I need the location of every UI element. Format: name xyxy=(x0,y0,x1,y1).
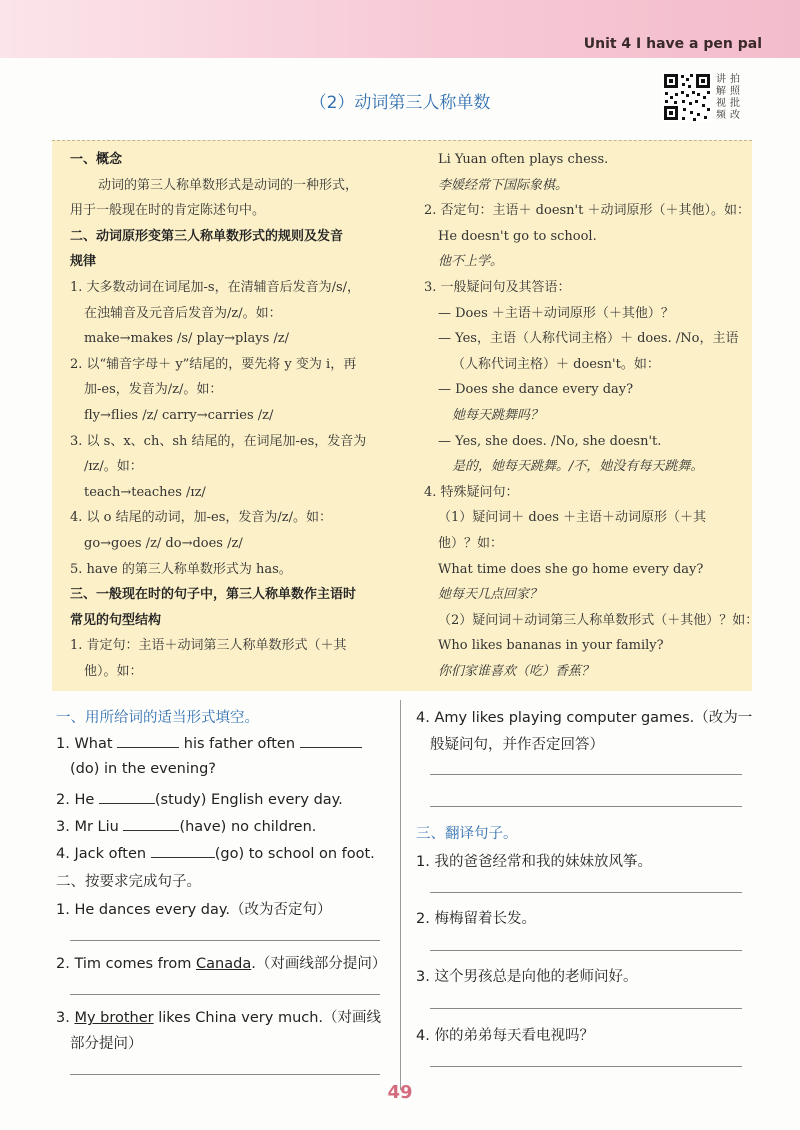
translate-3: 3. 这个男孩总是向他的老师问好。 xyxy=(416,969,638,985)
grammar-line: He doesn't go to school. xyxy=(438,228,597,244)
grammar-line: 4. 以 o 结尾的动词，加-es，发音为/z/。如： xyxy=(70,510,332,526)
question-1: 1. What his father often xyxy=(56,733,362,752)
translate-1: 1. 我的爸爸经常和我的妹妹放风筝。 xyxy=(416,854,652,870)
grammar-line: 加-es，发音为/z/。如： xyxy=(84,382,223,398)
grammar-line: go→goes /z/ do→does /z/ xyxy=(84,535,243,551)
sentence-3-cont: 部分提问） xyxy=(70,1036,143,1052)
grammar-line: — Does she dance every day? xyxy=(438,382,634,398)
answer-line[interactable] xyxy=(430,806,742,807)
grammar-line: 二、动词原形变第三人称单数形式的规则及发音 xyxy=(70,228,344,244)
answer-line[interactable] xyxy=(430,1008,742,1009)
qr-label-correct: 拍 照 批 改 xyxy=(730,74,740,121)
sentence-2: 2. Tim comes from Canada.（对画线部分提问） xyxy=(56,956,387,972)
grammar-line: What time does she go home every day? xyxy=(438,561,704,577)
answer-line[interactable] xyxy=(70,940,380,941)
qr-label-video: 讲 解 视 频 xyxy=(716,74,726,121)
answer-line[interactable] xyxy=(430,950,742,951)
sentence-1: 1. He dances every day.（改为否定句） xyxy=(56,902,332,918)
grammar-line: （2）疑问词＋动词第三人称单数形式（＋其他）？如： xyxy=(438,612,759,628)
part2-title: 二、按要求完成句子。 xyxy=(56,874,201,890)
answer-blank[interactable] xyxy=(117,733,179,748)
answer-blank[interactable] xyxy=(300,733,362,748)
grammar-line: fly→flies /z/ carry→carries /z/ xyxy=(84,407,274,423)
grammar-line: 规律 xyxy=(70,254,97,270)
grammar-line: 常见的句型结构 xyxy=(70,612,162,628)
grammar-line: /ɪz/。如： xyxy=(84,459,143,475)
question-1-cont: (do) in the evening? xyxy=(70,761,216,777)
grammar-line: 她每天几点回家？ xyxy=(438,587,543,603)
answer-blank[interactable] xyxy=(99,789,155,804)
grammar-right-column xyxy=(424,147,759,684)
grammar-line: 5. have 的第三人称单数形式为 has。 xyxy=(70,561,292,577)
grammar-line: 2. 否定句：主语＋ doesn't ＋动词原形（＋其他）。如： xyxy=(424,203,750,219)
answer-line[interactable] xyxy=(70,1074,380,1075)
grammar-line: 3. 以 s、x、ch、sh 结尾的，在词尾加-es，发音为 xyxy=(70,433,367,449)
grammar-left-column xyxy=(70,147,410,684)
grammar-line: 她每天跳舞吗？ xyxy=(452,407,544,423)
unit-title: Unit 4 I have a pen pal xyxy=(583,36,762,52)
sentence-4-cont: 般疑问句，并作否定回答） xyxy=(430,737,604,753)
grammar-line: 在浊辅音及元音后发音为/z/。如： xyxy=(84,305,282,321)
grammar-line: 他）？如： xyxy=(438,535,504,551)
answer-line[interactable] xyxy=(70,994,380,995)
grammar-line: Who likes bananas in your family? xyxy=(438,638,664,654)
grammar-line: — Yes, she does. /No, she doesn't. xyxy=(438,433,662,449)
answer-blank[interactable] xyxy=(123,816,179,831)
grammar-box xyxy=(52,140,759,691)
grammar-line: 他不上学。 xyxy=(438,254,504,270)
grammar-line: （人称代词主格）＋ doesn't。如： xyxy=(452,356,660,372)
answer-line[interactable] xyxy=(430,892,742,893)
grammar-line: 你们家谁喜欢（吃）香蕉？ xyxy=(438,663,595,679)
translate-2: 2. 梅梅留着长发。 xyxy=(416,911,536,927)
grammar-line: 三、一般现在时的句子中，第三人称单数作主语时 xyxy=(70,587,357,603)
answer-line[interactable] xyxy=(430,774,742,775)
grammar-line: teach→teaches /ɪz/ xyxy=(84,484,206,500)
grammar-line: 2. 以“辅音字母＋ y”结尾的，要先将 y 变为 i，再 xyxy=(70,356,357,372)
grammar-line: — Does ＋主语＋动词原形（＋其他）？ xyxy=(438,305,674,321)
answer-line[interactable] xyxy=(430,1066,742,1067)
grammar-line: 用于一般现在时的肯定陈述句中。 xyxy=(70,203,266,219)
grammar-line: 1. 肯定句：主语＋动词第三人称单数形式（＋其 xyxy=(70,638,347,654)
qr-code-icon[interactable] xyxy=(662,72,712,122)
sentence-4: 4. Amy likes playing computer games.（改为一 xyxy=(416,710,753,726)
column-divider xyxy=(400,700,401,1090)
grammar-line: make→makes /s/ play→plays /z/ xyxy=(84,331,290,347)
grammar-line: 一、概念 xyxy=(70,152,123,167)
question-2: 2. He (study) English every day. xyxy=(56,789,343,808)
part1-title: 一、用所给词的适当形式填空。 xyxy=(56,710,259,726)
sentence-3: 3. My brother likes China very much.（对画线 xyxy=(56,1010,382,1026)
grammar-line: 4. 特殊疑问句： xyxy=(424,484,519,500)
grammar-line: 是的，她每天跳舞。/不，她没有每天跳舞。 xyxy=(452,459,704,475)
grammar-line: （1）疑问词＋ does ＋主语＋动词原形（＋其 xyxy=(438,510,707,526)
grammar-line: Li Yuan often plays chess. xyxy=(438,152,609,167)
part3-title: 三、翻译句子。 xyxy=(416,826,518,842)
grammar-line: 1. 大多数动词在词尾加-s，在清辅音后发音为/s/， xyxy=(70,279,361,295)
section-title: （2）动词第三人称单数 xyxy=(309,93,491,113)
question-4: 4. Jack often (go) to school on foot. xyxy=(56,843,375,862)
answer-blank[interactable] xyxy=(151,843,215,858)
grammar-line: — Yes，主语（人称代词主格）＋ does. /No，主语 xyxy=(438,331,739,347)
grammar-line: 动词的第三人称单数形式是动词的一种形式， xyxy=(98,177,359,193)
page-number: 49 xyxy=(387,1082,413,1103)
grammar-line: 李媛经常下国际象棋。 xyxy=(438,177,569,193)
translate-4: 4. 你的弟弟每天看电视吗？ xyxy=(416,1028,594,1044)
question-3: 3. Mr Liu (have) no children. xyxy=(56,816,316,835)
grammar-line: 他）。如： xyxy=(84,663,143,679)
grammar-line: 3. 一般疑问句及其答语： xyxy=(424,279,571,295)
